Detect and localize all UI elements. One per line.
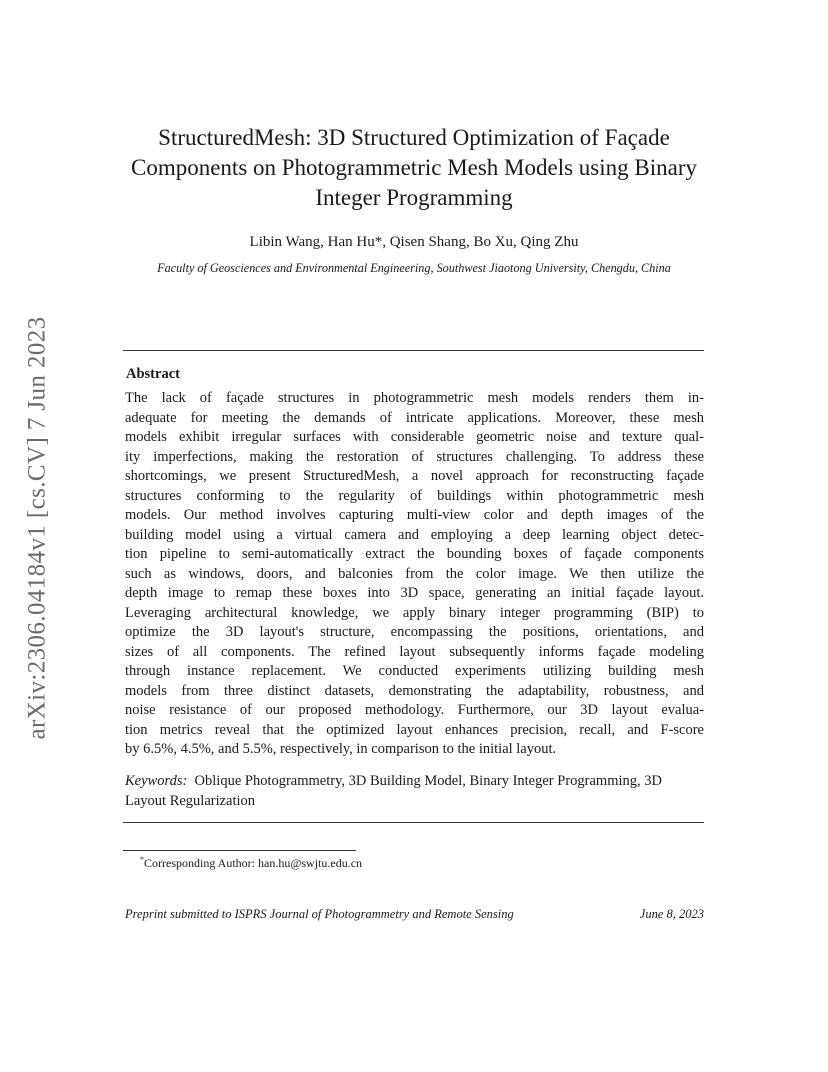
abstract-line: The lack of façade structures in photogrammetric mesh models renders them in-: [125, 390, 704, 406]
keywords-label: Keywords:: [125, 773, 188, 789]
abstract-top-rule: [123, 350, 704, 351]
abstract-line: models from three distinct datasets, demonstrating the adaptability, robustness, and: [125, 682, 704, 699]
abstract-line: Leveraging architectural knowledge, we apply binary integer programming (BIP) to: [125, 604, 704, 621]
abstract-bottom-rule: [123, 822, 704, 823]
abstract-line: adequate for meeting the demands of intricate applications. Moreover, these mesh: [125, 409, 704, 426]
submission-date: June 8, 2023: [639, 907, 704, 921]
arxiv-identifier-text: arXiv:2306.04184v1 [cs.CV] 7 Jun 2023: [24, 316, 52, 740]
abstract-line: noise resistance of our proposed methodology. Furthermore, our 3D layout evalua-: [125, 702, 704, 718]
abstract-line: through instance replacement. We conducted experiments utilizing building mesh: [125, 663, 704, 679]
abstract-body: [125, 389, 704, 760]
abstract-line: building model using a virtual camera and employing a deep learning object detec-: [125, 526, 704, 543]
abstract-heading: Abstract: [126, 366, 180, 382]
keywords-text: Oblique Photogrammetry, 3D Building Model, Binary Integer Programming, 3D Layout Regularization: [125, 773, 662, 809]
paper-title: StructuredMesh: 3D Structured Optimization of Façade Components on Photogrammetric Mesh Models using Binary Integer Programming: [130, 125, 697, 210]
abstract-line: tion metrics reveal that the optimized layout enhances precision, recall, and F-score: [125, 721, 704, 738]
footnote-rule: [123, 850, 356, 851]
preprint-notice: Preprint submitted to ISPRS Journal of Photogrammetry and Remote Sensing: [125, 907, 514, 921]
footnote-marker: *: [140, 855, 144, 864]
abstract-line: structures conforming to the regularity of buildings within photogrammetric mesh: [125, 487, 704, 504]
abstract-line: by 6.5%, 4.5%, and 5.5%, respectively, in comparison to the initial layout.: [125, 741, 557, 757]
arxiv-identifier-stamp: [20, 298, 56, 758]
abstract-line: shortcomings, we present StructuredMesh, a novel approach for reconstructing façade: [125, 468, 704, 484]
author-list: Libin Wang, Han Hu*, Qisen Shang, Bo Xu, Qing Zhu: [249, 234, 579, 250]
abstract-line: sizes of all components. The refined layout subsequently informs façade modeling: [125, 643, 704, 660]
footnote-text: Corresponding Author: han.hu@swjtu.edu.cn: [144, 856, 363, 870]
keywords-block: [125, 771, 704, 811]
corresponding-author-footnote: [140, 852, 362, 871]
abstract-line: ity imperfections, making the restoration of structures challenging. To address these: [125, 448, 704, 465]
author-affiliation: Faculty of Geosciences and Environmental Engineering, Southwest Jiaotong University, Chengdu, China: [157, 261, 671, 275]
abstract-line: models exhibit irregular surfaces with considerable geometric noise and texture qual-: [125, 429, 704, 445]
abstract-line: models. Our method involves capturing multi-view color and depth images of the: [125, 507, 704, 523]
abstract-line: such as windows, doors, and balconies from the color image. We then utilize the: [125, 565, 704, 582]
abstract-line: tion pipeline to semi-automatically extract the bounding boxes of façade components: [125, 546, 704, 562]
abstract-line: depth image to remap these boxes into 3D space, generating an initial façade layout.: [125, 585, 704, 601]
abstract-line: optimize the 3D layout's structure, encompassing the positions, orientations, and: [125, 624, 704, 640]
